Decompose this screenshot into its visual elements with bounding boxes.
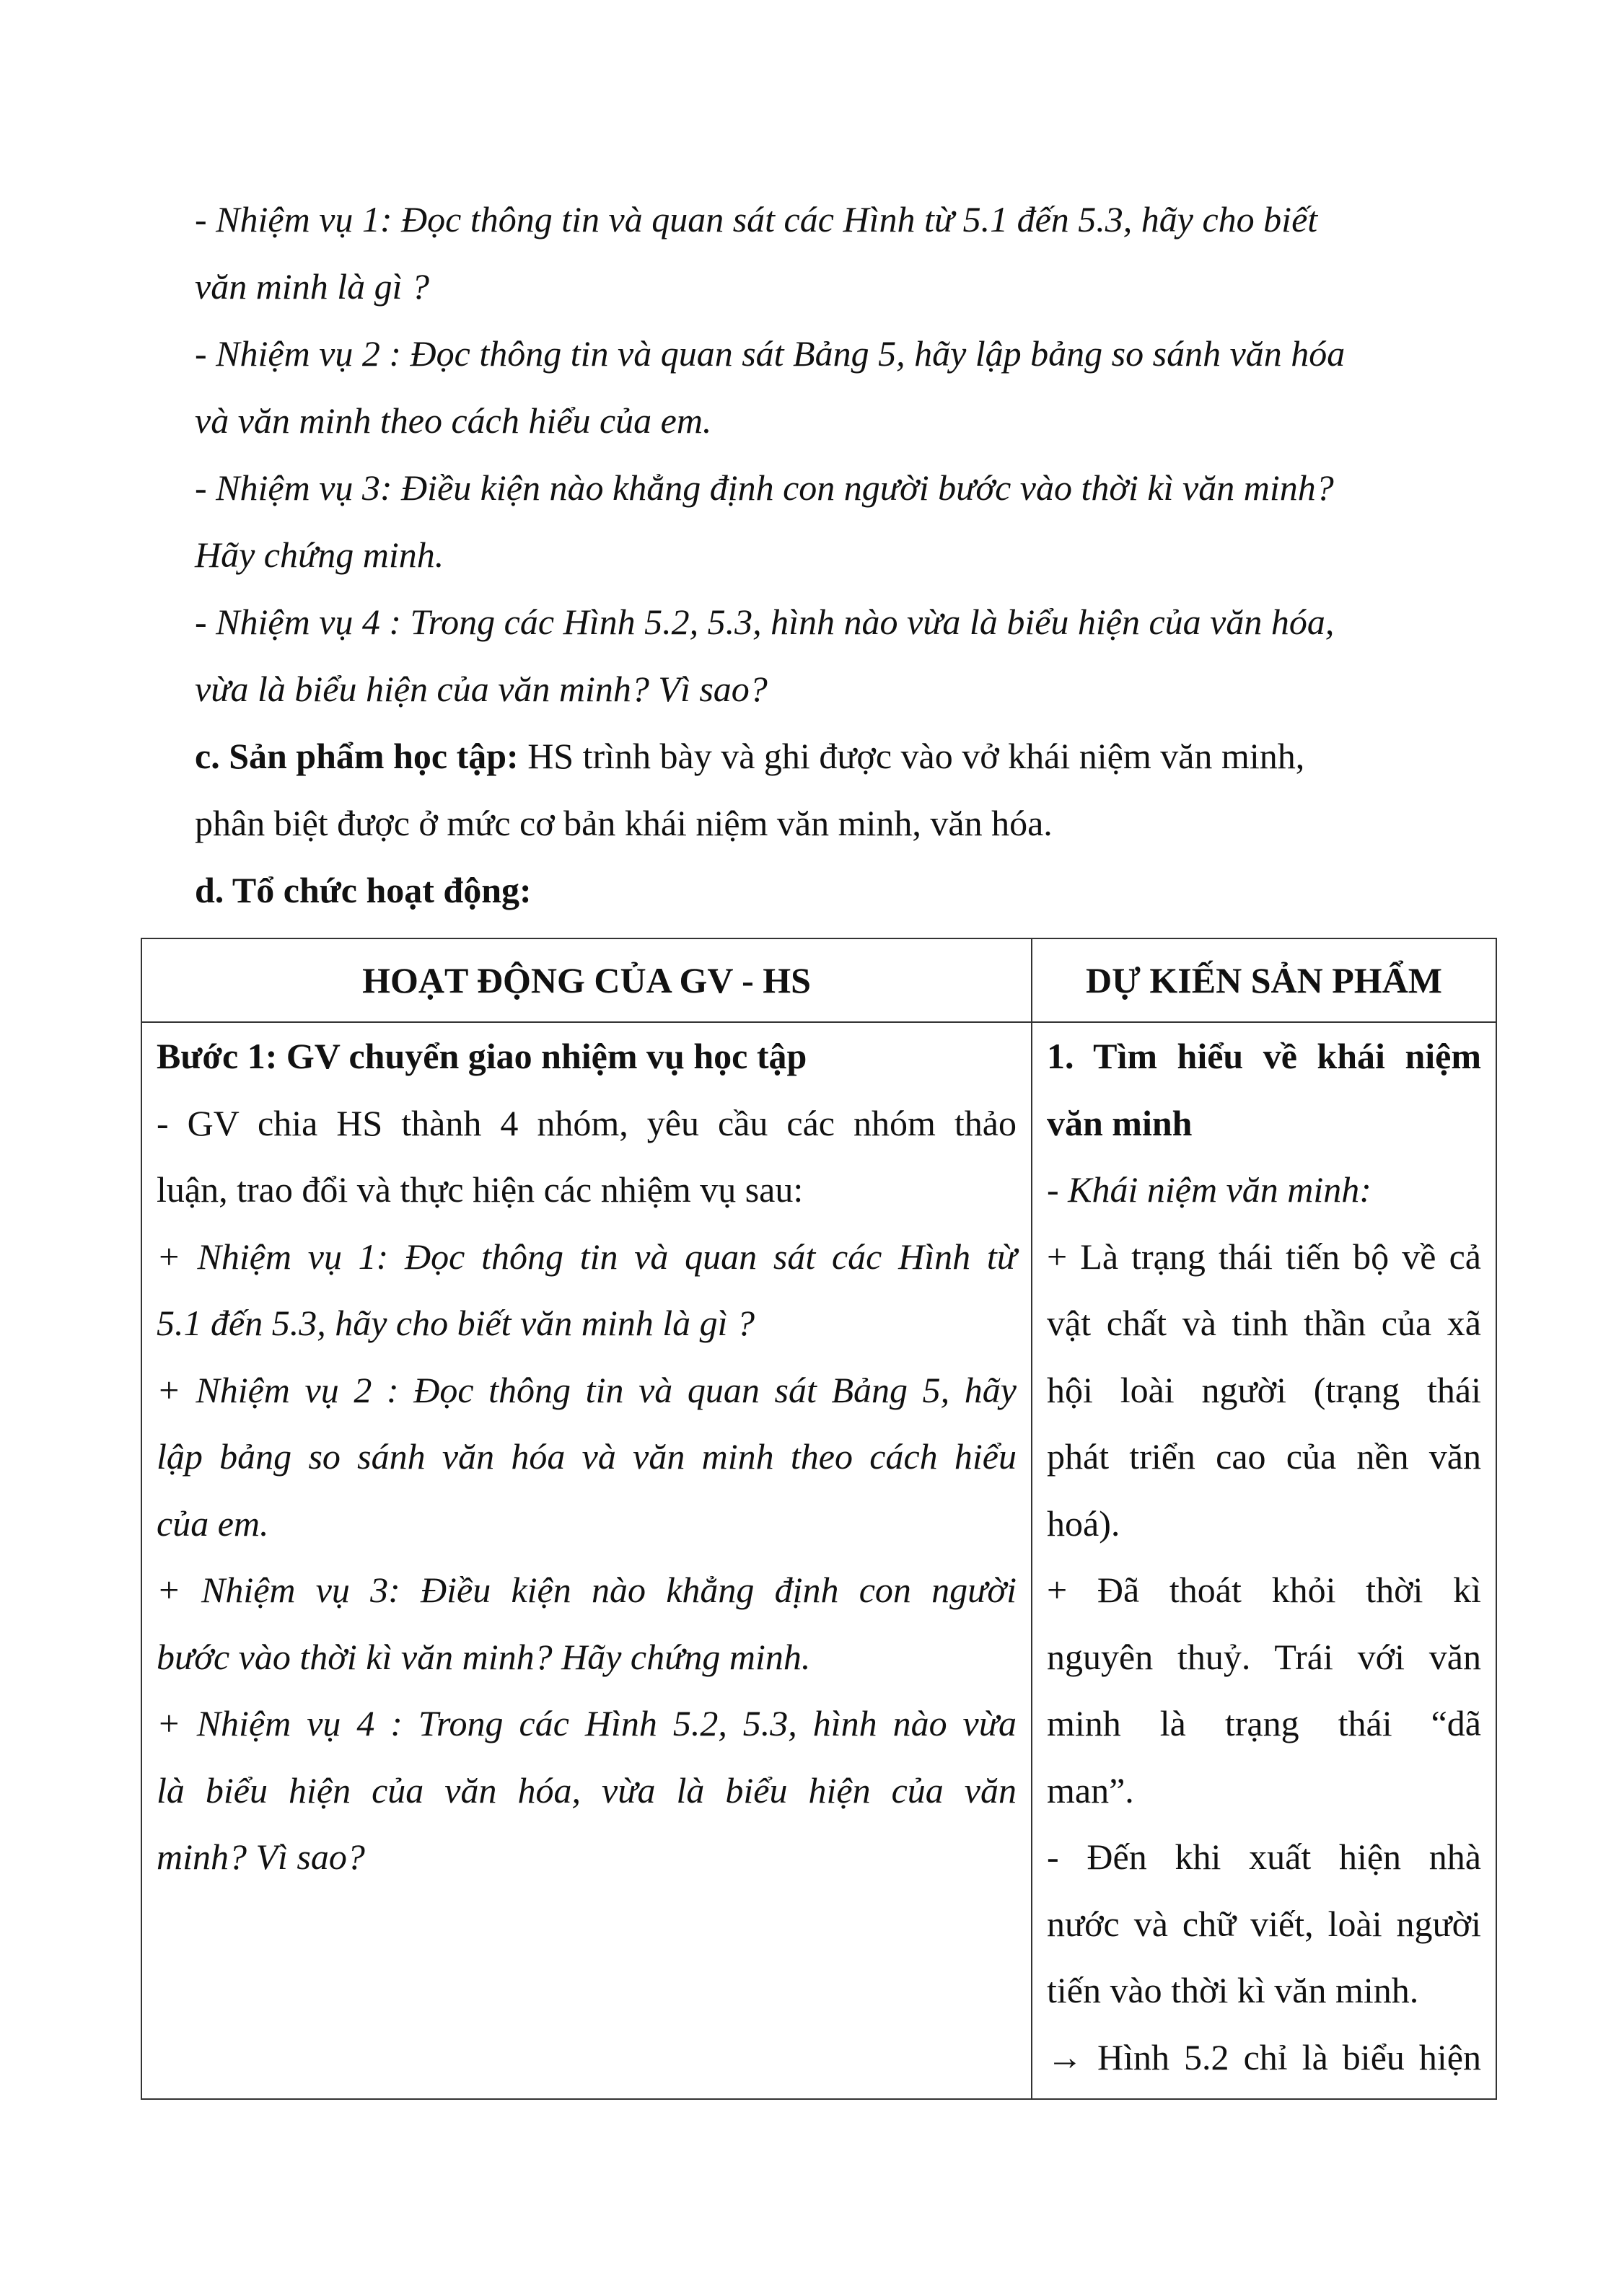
task-line: bước vào thời kì văn minh? Hãy chứng minh. <box>157 1636 811 1677</box>
intro-line: vừa là biểu hiện của văn minh? Vì sao? <box>195 669 768 709</box>
product-label: c. Sản phẩm học tập: <box>195 736 519 776</box>
intro-line: và văn minh theo cách hiểu của em. <box>195 400 712 441</box>
product-line: nguyên thuỷ. Trái với văn <box>1047 1636 1481 1677</box>
activity-line: - GV chia HS thành 4 nhóm, yêu cầu các nhóm thảo <box>157 1102 1017 1143</box>
task-line: là biểu hiện của văn hóa, vừa là biểu hiện của văn <box>157 1769 1017 1811</box>
concept-label: - Khái niệm văn minh: <box>1047 1169 1371 1210</box>
table-header-row <box>141 938 1496 1022</box>
task-line: + Nhiệm vụ 1: Đọc thông tin và quan sát các Hình từ <box>157 1236 1017 1277</box>
product-text-cont: phân biệt được ở mức cơ bản khái niệm văn minh, văn hóa. <box>195 803 1053 843</box>
product-line: minh là trạng thái “dã <box>1047 1703 1481 1743</box>
task-line: của em. <box>157 1503 269 1544</box>
task-line: + Nhiệm vụ 3: Điều kiện nào khẳng định con người <box>157 1570 1017 1610</box>
task-line: 5.1 đến 5.3, hãy cho biết văn minh là gì ? <box>157 1303 755 1343</box>
organize-label: d. Tổ chức hoạt động: <box>195 870 532 910</box>
table-row <box>141 1022 1496 2099</box>
product-cell <box>1032 1022 1496 2099</box>
product-line: → Hình 5.2 chỉ là biểu hiện <box>1047 2036 1481 2077</box>
activity-line: luận, trao đổi và thực hiện các nhiệm vụ sau: <box>157 1169 804 1210</box>
intro-line: Hãy chứng minh. <box>195 535 444 575</box>
task-line: + Nhiệm vụ 2 : Đọc thông tin và quan sát Bảng 5, hãy <box>157 1369 1017 1410</box>
product-line: tiến vào thời kì văn minh. <box>1047 1970 1419 2010</box>
product-line: phát triển cao của nền văn <box>1047 1436 1481 1477</box>
product-line: + Đã thoát khỏi thời kì <box>1047 1570 1481 1610</box>
product-line: hoá). <box>1047 1503 1120 1544</box>
product-text: HS trình bày và ghi được vào vở khái niệm văn minh, <box>518 736 1305 776</box>
intro-line: - Nhiệm vụ 4 : Trong các Hình 5.2, 5.3, hình nào vừa là biểu hiện của văn hóa, <box>195 602 1335 642</box>
product-line: nước và chữ viết, loài người <box>1047 1903 1481 1944</box>
task-line: minh? Vì sao? <box>157 1837 365 1877</box>
intro-line: văn minh là gì ? <box>195 266 429 307</box>
step-title: Bước 1: GV chuyển giao nhiệm vụ học tập <box>157 1036 807 1076</box>
product-line: vật chất và tinh thần của xã <box>1047 1303 1481 1343</box>
task-line: + Nhiệm vụ 4 : Trong các Hình 5.2, 5.3, hình nào vừa <box>157 1703 1017 1743</box>
intro-section <box>195 186 1436 924</box>
product-heading: 1. Tìm hiểu về khái niệm <box>1047 1036 1481 1076</box>
product-heading-cont: văn minh <box>1047 1102 1193 1143</box>
product-paragraph <box>195 723 1436 790</box>
activity-cell <box>141 1022 1032 2099</box>
intro-line: - Nhiệm vụ 1: Đọc thông tin và quan sát các Hình từ 5.1 đến 5.3, hãy cho biết <box>195 199 1318 239</box>
organize-paragraph <box>195 857 1436 924</box>
product-line: man”. <box>1047 1769 1134 1811</box>
intro-line: - Nhiệm vụ 3: Điều kiện nào khẳng định con người bước vào thời kì văn minh? <box>195 467 1334 508</box>
task-line: lập bảng so sánh văn hóa và văn minh theo cách hiểu <box>157 1436 1017 1477</box>
header-teacher-activity: HOẠT ĐỘNG CỦA GV - HS <box>141 938 1032 1022</box>
product-line: + Là trạng thái tiến bộ về cả <box>1047 1236 1481 1277</box>
product-line: - Đến khi xuất hiện nhà <box>1047 1837 1481 1877</box>
header-expected-product: DỰ KIẾN SẢN PHẨM <box>1032 938 1496 1022</box>
activity-table <box>141 938 1497 2100</box>
product-line: hội loài người (trạng thái <box>1047 1369 1481 1410</box>
intro-line: - Nhiệm vụ 2 : Đọc thông tin và quan sát Bảng 5, hãy lập bảng so sánh văn hóa <box>195 333 1346 374</box>
